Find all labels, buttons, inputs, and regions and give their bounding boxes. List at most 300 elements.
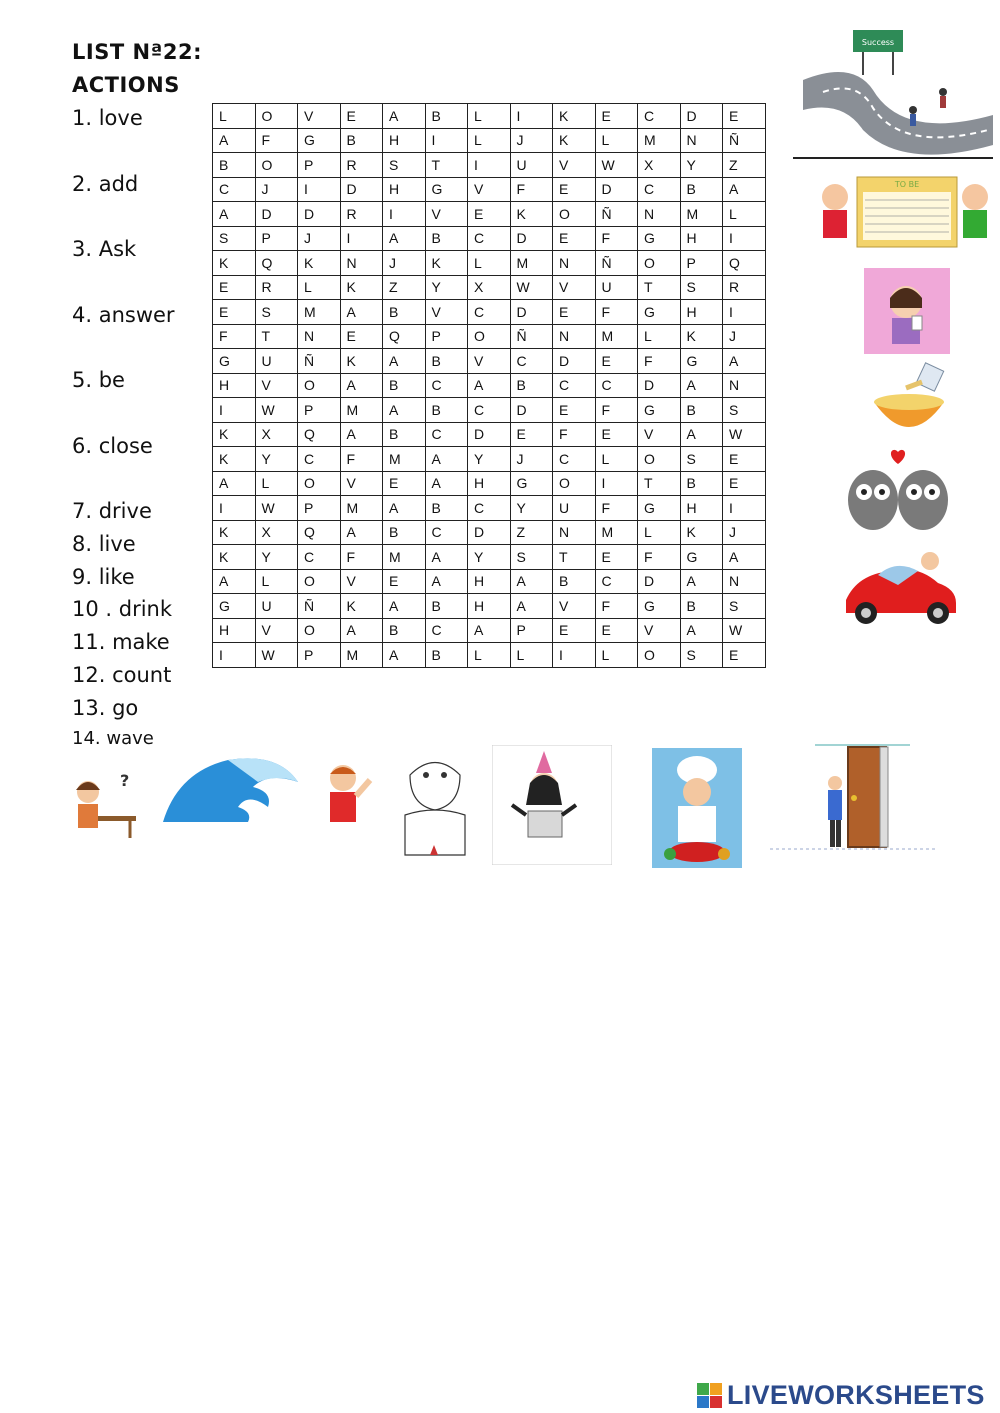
grid-cell: L: [298, 275, 341, 300]
grid-cell: V: [340, 569, 383, 594]
grid-cell: Ñ: [723, 128, 766, 153]
grid-cell: E: [340, 324, 383, 349]
grid-cell: T: [255, 324, 298, 349]
grid-cell: K: [425, 251, 468, 276]
grid-cell: X: [468, 275, 511, 300]
grid-cell: A: [425, 471, 468, 496]
add-image: [866, 362, 952, 442]
grid-cell: B: [553, 569, 596, 594]
grid-cell: G: [680, 349, 723, 374]
grid-cell: M: [383, 447, 426, 472]
grid-cell: V: [638, 618, 681, 643]
grid-cell: R: [723, 275, 766, 300]
grid-cell: A: [383, 226, 426, 251]
grid-cell: I: [383, 202, 426, 227]
grid-cell: S: [723, 594, 766, 619]
grid-cell: D: [680, 104, 723, 129]
grid-row: [213, 128, 766, 153]
grid-cell: F: [595, 226, 638, 251]
grid-cell: A: [383, 594, 426, 619]
grid-cell: A: [383, 496, 426, 521]
grid-cell: X: [255, 422, 298, 447]
grid-cell: U: [595, 275, 638, 300]
grid-cell: Ñ: [595, 251, 638, 276]
grid-row: [213, 300, 766, 325]
grid-cell: L: [638, 324, 681, 349]
grid-cell: M: [340, 643, 383, 668]
grid-cell: Y: [425, 275, 468, 300]
grid-cell: O: [553, 471, 596, 496]
word-item: 4. answer: [72, 303, 175, 327]
grid-cell: L: [468, 251, 511, 276]
grid-cell: B: [680, 177, 723, 202]
grid-cell: F: [638, 349, 681, 374]
grid-cell: B: [680, 398, 723, 423]
grid-cell: H: [383, 128, 426, 153]
grid-cell: N: [553, 324, 596, 349]
grid-cell: A: [213, 569, 256, 594]
grid-cell: C: [638, 177, 681, 202]
grid-cell: C: [638, 104, 681, 129]
grid-cell: P: [510, 618, 553, 643]
grid-cell: V: [425, 202, 468, 227]
grid-cell: I: [213, 496, 256, 521]
wave-boy-image: [318, 760, 378, 828]
list-title: LIST Nª22:: [72, 40, 202, 64]
grid-cell: Q: [298, 520, 341, 545]
grid-cell: A: [425, 569, 468, 594]
grid-cell: G: [510, 471, 553, 496]
grid-cell: A: [340, 520, 383, 545]
grid-cell: F: [340, 545, 383, 570]
grid-cell: V: [425, 300, 468, 325]
grid-cell: S: [680, 447, 723, 472]
grid-cell: X: [638, 153, 681, 178]
grid-cell: E: [553, 226, 596, 251]
grid-cell: D: [468, 520, 511, 545]
grid-cell: Ñ: [298, 594, 341, 619]
grid-row: [213, 643, 766, 668]
grid-cell: A: [680, 569, 723, 594]
grid-cell: I: [595, 471, 638, 496]
grid-cell: C: [468, 300, 511, 325]
grid-cell: G: [638, 226, 681, 251]
grid-cell: I: [425, 128, 468, 153]
grid-cell: D: [298, 202, 341, 227]
grid-row: [213, 202, 766, 227]
grid-cell: R: [340, 153, 383, 178]
grid-cell: F: [553, 422, 596, 447]
grid-cell: G: [638, 496, 681, 521]
grid-cell: V: [340, 471, 383, 496]
grid-cell: D: [553, 349, 596, 374]
grid-row: [213, 275, 766, 300]
grid-cell: B: [383, 520, 426, 545]
grid-cell: J: [510, 447, 553, 472]
word-item: 10 . drink: [72, 597, 173, 621]
grid-cell: E: [553, 618, 596, 643]
grid-cell: U: [510, 153, 553, 178]
grid-row: [213, 373, 766, 398]
to-be-table-image: [815, 167, 993, 257]
grid-cell: J: [723, 520, 766, 545]
grid-cell: A: [340, 373, 383, 398]
grid-cell: W: [255, 398, 298, 423]
grid-cell: K: [213, 520, 256, 545]
grid-cell: M: [595, 324, 638, 349]
grid-cell: L: [255, 569, 298, 594]
grid-cell: D: [340, 177, 383, 202]
grid-cell: M: [510, 251, 553, 276]
grid-cell: P: [298, 643, 341, 668]
grid-cell: B: [383, 618, 426, 643]
grid-cell: A: [510, 569, 553, 594]
grid-cell: B: [425, 398, 468, 423]
grid-cell: E: [723, 471, 766, 496]
grid-cell: W: [255, 643, 298, 668]
grid-cell: B: [425, 104, 468, 129]
grid-cell: H: [468, 471, 511, 496]
grid-cell: I: [468, 153, 511, 178]
grid-cell: T: [553, 545, 596, 570]
grid-row: [213, 104, 766, 129]
grid-cell: A: [723, 545, 766, 570]
grid-cell: D: [638, 373, 681, 398]
grid-cell: S: [680, 643, 723, 668]
grid-cell: E: [553, 177, 596, 202]
grid-cell: A: [213, 128, 256, 153]
grid-cell: I: [510, 104, 553, 129]
grid-cell: O: [298, 569, 341, 594]
grid-cell: C: [553, 373, 596, 398]
grid-cell: K: [340, 349, 383, 374]
grid-row: [213, 618, 766, 643]
grid-cell: N: [723, 373, 766, 398]
drive-car-image: [838, 545, 964, 630]
grid-cell: G: [213, 594, 256, 619]
grid-cell: E: [595, 618, 638, 643]
grid-cell: K: [340, 275, 383, 300]
grid-cell: F: [595, 594, 638, 619]
grid-cell: N: [553, 251, 596, 276]
grid-cell: C: [510, 349, 553, 374]
grid-cell: S: [383, 153, 426, 178]
grid-cell: B: [425, 496, 468, 521]
grid-cell: A: [340, 300, 383, 325]
grid-cell: E: [213, 300, 256, 325]
grid-row: [213, 398, 766, 423]
grid-cell: B: [213, 153, 256, 178]
grid-cell: H: [213, 373, 256, 398]
grid-cell: C: [468, 398, 511, 423]
grid-cell: V: [553, 153, 596, 178]
grid-row: [213, 153, 766, 178]
grid-cell: B: [425, 594, 468, 619]
grid-cell: M: [595, 520, 638, 545]
list-subtitle: ACTIONS: [72, 73, 180, 97]
grid-cell: V: [255, 373, 298, 398]
grid-row: [213, 251, 766, 276]
grid-cell: A: [468, 618, 511, 643]
grid-cell: W: [595, 153, 638, 178]
grid-cell: Y: [510, 496, 553, 521]
grid-cell: A: [425, 447, 468, 472]
grid-cell: E: [468, 202, 511, 227]
grid-cell: E: [553, 300, 596, 325]
grid-cell: A: [383, 104, 426, 129]
grid-cell: P: [298, 153, 341, 178]
chef-image: [652, 748, 742, 868]
grid-row: [213, 226, 766, 251]
grid-cell: S: [213, 226, 256, 251]
grid-cell: N: [340, 251, 383, 276]
grid-cell: F: [510, 177, 553, 202]
grid-cell: Y: [255, 545, 298, 570]
grid-cell: D: [510, 226, 553, 251]
grid-cell: E: [383, 471, 426, 496]
grid-cell: O: [255, 104, 298, 129]
grid-cell: H: [680, 226, 723, 251]
grid-cell: Y: [468, 447, 511, 472]
grid-cell: C: [425, 520, 468, 545]
word-search-grid: [212, 103, 766, 668]
grid-cell: K: [213, 545, 256, 570]
grid-cell: T: [638, 471, 681, 496]
grid-cell: M: [340, 496, 383, 521]
grid-cell: E: [595, 422, 638, 447]
grid-cell: A: [723, 349, 766, 374]
coloring-image: [390, 745, 480, 865]
grid-cell: E: [595, 349, 638, 374]
grid-cell: E: [340, 104, 383, 129]
grid-cell: Q: [723, 251, 766, 276]
grid-cell: C: [468, 226, 511, 251]
grid-row: [213, 324, 766, 349]
board-text: TO BE: [894, 180, 920, 189]
grid-cell: O: [638, 447, 681, 472]
word-item: 3. Ask: [72, 237, 137, 261]
brand-text: LIVEWORKSHEETS: [727, 1380, 985, 1410]
grid-cell: N: [638, 202, 681, 227]
grid-cell: A: [680, 422, 723, 447]
grid-cell: J: [383, 251, 426, 276]
grid-cell: V: [553, 594, 596, 619]
grid-cell: K: [553, 128, 596, 153]
grid-row: [213, 349, 766, 374]
grid-cell: Y: [255, 447, 298, 472]
grid-cell: Ñ: [595, 202, 638, 227]
grid-cell: D: [638, 569, 681, 594]
grid-cell: D: [510, 300, 553, 325]
grid-cell: E: [510, 422, 553, 447]
grid-cell: J: [723, 324, 766, 349]
word-item: 14. wave: [72, 728, 154, 749]
grid-cell: V: [468, 349, 511, 374]
grid-cell: J: [510, 128, 553, 153]
close-door-image: [770, 743, 935, 853]
grid-cell: D: [255, 202, 298, 227]
grid-cell: O: [468, 324, 511, 349]
grid-cell: E: [553, 398, 596, 423]
grid-cell: A: [383, 349, 426, 374]
grid-cell: I: [723, 496, 766, 521]
grid-row: [213, 447, 766, 472]
grid-cell: A: [680, 618, 723, 643]
grid-cell: I: [298, 177, 341, 202]
word-item: 12. count: [72, 663, 172, 687]
grid-cell: V: [553, 275, 596, 300]
grid-cell: B: [680, 471, 723, 496]
grid-cell: A: [383, 398, 426, 423]
grid-cell: X: [255, 520, 298, 545]
grid-cell: H: [468, 594, 511, 619]
word-item: 11. make: [72, 630, 170, 654]
grid-cell: L: [595, 128, 638, 153]
word-item: 1. love: [72, 106, 143, 130]
grid-cell: J: [298, 226, 341, 251]
grid-cell: A: [213, 202, 256, 227]
grid-cell: D: [595, 177, 638, 202]
grid-cell: B: [383, 422, 426, 447]
grid-cell: Y: [680, 153, 723, 178]
grid-cell: Z: [383, 275, 426, 300]
grid-cell: H: [680, 496, 723, 521]
grid-cell: B: [425, 349, 468, 374]
grid-cell: Q: [383, 324, 426, 349]
grid-cell: C: [595, 373, 638, 398]
grid-cell: A: [425, 545, 468, 570]
grid-cell: C: [425, 422, 468, 447]
grid-cell: W: [255, 496, 298, 521]
grid-cell: D: [510, 398, 553, 423]
grid-cell: C: [468, 496, 511, 521]
grid-cell: N: [553, 520, 596, 545]
word-item: 8. live: [72, 532, 136, 556]
wave-image: [158, 752, 303, 827]
grid-cell: A: [213, 471, 256, 496]
grid-cell: C: [595, 569, 638, 594]
grid-cell: K: [213, 447, 256, 472]
grid-cell: V: [638, 422, 681, 447]
grid-cell: B: [425, 643, 468, 668]
grid-cell: A: [510, 594, 553, 619]
grid-row: [213, 496, 766, 521]
grid-cell: K: [340, 594, 383, 619]
grid-cell: E: [213, 275, 256, 300]
grid-cell: L: [595, 643, 638, 668]
grid-row: [213, 594, 766, 619]
grid-cell: B: [510, 373, 553, 398]
grid-cell: O: [298, 471, 341, 496]
grid-cell: H: [468, 569, 511, 594]
grid-cell: A: [468, 373, 511, 398]
grid-cell: K: [213, 251, 256, 276]
liveworksheets-brand: [697, 1380, 985, 1411]
grid-row: [213, 177, 766, 202]
grid-cell: L: [510, 643, 553, 668]
grid-cell: U: [255, 594, 298, 619]
grid-row: [213, 471, 766, 496]
grid-cell: V: [298, 104, 341, 129]
grid-cell: S: [723, 398, 766, 423]
grid-cell: R: [340, 202, 383, 227]
grid-cell: H: [680, 300, 723, 325]
grid-cell: G: [638, 594, 681, 619]
grid-cell: N: [298, 324, 341, 349]
grid-cell: I: [723, 226, 766, 251]
grid-cell: L: [595, 447, 638, 472]
grid-cell: Q: [298, 422, 341, 447]
grid-cell: F: [595, 398, 638, 423]
grid-cell: A: [340, 422, 383, 447]
grid-cell: K: [213, 422, 256, 447]
grid-cell: M: [340, 398, 383, 423]
grid-cell: S: [680, 275, 723, 300]
grid-cell: O: [255, 153, 298, 178]
grid-cell: C: [298, 545, 341, 570]
grid-cell: E: [723, 447, 766, 472]
grid-cell: A: [340, 618, 383, 643]
word-item: 9. like: [72, 565, 135, 589]
grid-row: [213, 520, 766, 545]
grid-cell: E: [723, 643, 766, 668]
grid-cell: W: [723, 618, 766, 643]
grid-cell: L: [255, 471, 298, 496]
grid-cell: B: [383, 373, 426, 398]
grid-cell: C: [425, 618, 468, 643]
grid-cell: G: [680, 545, 723, 570]
grid-cell: V: [255, 618, 298, 643]
grid-cell: G: [638, 398, 681, 423]
grid-cell: Z: [723, 153, 766, 178]
grid-cell: W: [723, 422, 766, 447]
grid-cell: O: [298, 618, 341, 643]
svg-text:?: ?: [120, 771, 130, 790]
grid-cell: R: [255, 275, 298, 300]
word-item: 13. go: [72, 696, 139, 720]
grid-cell: F: [595, 496, 638, 521]
grid-cell: O: [638, 643, 681, 668]
grid-cell: E: [723, 104, 766, 129]
grid-cell: S: [255, 300, 298, 325]
grid-cell: Ñ: [298, 349, 341, 374]
grid-cell: N: [723, 569, 766, 594]
grid-cell: C: [425, 373, 468, 398]
grid-cell: L: [468, 643, 511, 668]
grid-cell: H: [383, 177, 426, 202]
road-success-image: [793, 20, 993, 160]
grid-cell: P: [425, 324, 468, 349]
grid-cell: D: [468, 422, 511, 447]
grid-cell: F: [255, 128, 298, 153]
grid-cell: I: [213, 398, 256, 423]
grid-cell: A: [383, 643, 426, 668]
word-item: 7. drive: [72, 499, 152, 523]
grid-cell: M: [383, 545, 426, 570]
grid-cell: C: [298, 447, 341, 472]
grid-cell: K: [553, 104, 596, 129]
grid-cell: U: [255, 349, 298, 374]
grid-cell: M: [680, 202, 723, 227]
grid-cell: G: [638, 300, 681, 325]
grid-cell: H: [213, 618, 256, 643]
grid-row: [213, 422, 766, 447]
grid-cell: K: [298, 251, 341, 276]
grid-cell: O: [298, 373, 341, 398]
grid-cell: Ñ: [510, 324, 553, 349]
grid-cell: P: [255, 226, 298, 251]
grid-cell: I: [213, 643, 256, 668]
